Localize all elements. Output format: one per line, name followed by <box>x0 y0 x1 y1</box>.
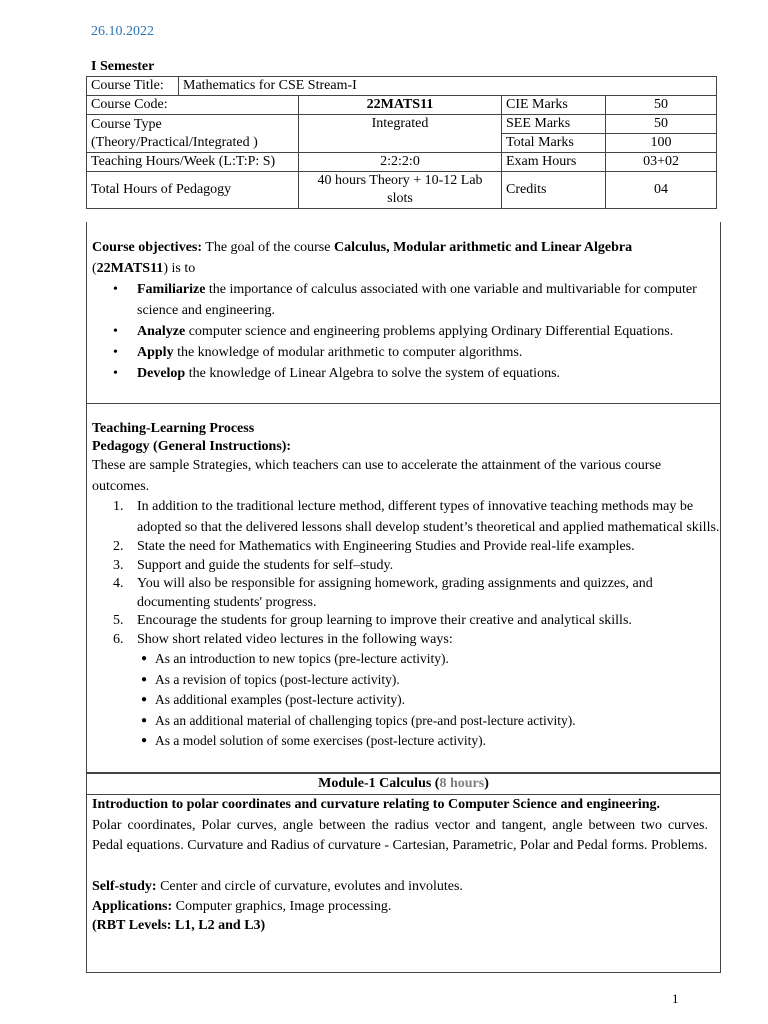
video-item: ● As a model solution of some exercises (post-lecture activity). <box>155 731 720 752</box>
teaching-learning-section <box>86 404 721 773</box>
course-type-label: Course Type (Theory/Practical/Integrated ) <box>87 115 299 153</box>
pedagogy-hours-label: Total Hours of Pedagogy <box>87 172 299 209</box>
video-lecture-list <box>92 649 720 752</box>
objectives-label: Course objectives: <box>92 240 203 255</box>
document-date: 26.10.2022 <box>91 24 154 39</box>
course-title-label: Course Title: <box>87 77 179 96</box>
objectives-code: 22MATS11 <box>96 260 164 276</box>
objectives-code-open: ( <box>92 260 97 276</box>
objectives-intro <box>92 238 720 279</box>
course-code-label: Course Code: <box>87 96 299 115</box>
cie-marks-value: 50 <box>606 96 717 115</box>
video-item: ● As a revision of topics (post-lecture activity). <box>155 670 720 691</box>
pedagogy-hours-value: 40 hours Theory + 10-12 Lab slots <box>299 172 502 209</box>
module-1-section <box>86 773 721 973</box>
video-item: ● As an introduction to new topics (pre-lecture activity). <box>155 649 720 670</box>
total-marks-value: 100 <box>606 134 717 153</box>
module-1-intro-title: Introduction to polar coordinates and curvature relating to Computer Science and engineering. <box>92 797 661 812</box>
exam-hours-label: Exam Hours <box>502 153 606 172</box>
teaching-item: 4. You will also be responsible for assigning homework, grading assignments and quizzes, and documenting students' progress. <box>113 576 653 610</box>
cie-marks-label: CIE Marks <box>502 96 606 115</box>
teaching-item: 6. Show short related video lectures in the following ways: <box>113 631 453 647</box>
exam-hours-value: 03+02 <box>606 153 717 172</box>
page-number: 1 <box>672 991 679 1006</box>
module-1-hours: 8 hours <box>439 776 485 791</box>
objectives-subject: Calculus, Modular arithmetic and Linear Algebra <box>333 240 633 255</box>
module-1-self-study: Self-study: Center and circle of curvature, evolutes and involutes. <box>92 878 463 894</box>
course-objectives-section <box>86 222 721 404</box>
teaching-hours-value: 2:2:2:0 <box>299 153 502 172</box>
video-item: ● As an additional material of challenging topics (pre-and post-lecture activity). <box>155 711 720 732</box>
video-item: ● As additional examples (post-lecture activity). <box>155 690 720 711</box>
teaching-title: Teaching-Learning Process <box>92 421 255 436</box>
pedagogy-subtitle: Pedagogy (General Instructions): <box>92 439 292 454</box>
teaching-item: 2. State the need for Mathematics with Engineering Studies and Provide real-life examples. <box>113 539 635 554</box>
see-marks-label: SEE Marks <box>502 115 606 134</box>
teaching-hours-label: Teaching Hours/Week (L:T:P: S) <box>87 153 299 172</box>
objective-item: • Analyze computer science and engineering problems applying Ordinary Differential Equations. <box>137 321 720 342</box>
objective-item: • Familiarize the importance of calculus associated with one variable and multivariable for computer science and engineering. <box>137 279 720 321</box>
objectives-code-close: ) is to <box>163 260 196 276</box>
teaching-item: 3. Support and guide the students for self–study. <box>113 557 394 573</box>
credits-value: 04 <box>606 172 717 209</box>
semester-heading: I Semester <box>91 59 155 74</box>
teaching-item: 1. In addition to the traditional lecture method, different types of innovative teaching methods may be adopted so that the delivered lessons shall develop student’s theoretical and applied mathematical skills. <box>113 499 720 535</box>
course-title-value: Mathematics for CSE Stream-I <box>179 77 717 96</box>
module-1-heading: Module-1 Calculus (8 hours) <box>87 774 720 795</box>
course-info-table <box>86 76 717 209</box>
course-code-value: 22MATS11 <box>299 96 502 115</box>
objective-item: • Develop the knowledge of Linear Algebra to solve the system of equations. <box>137 363 720 384</box>
credits-label: Credits <box>502 172 606 209</box>
teaching-item: 5. Encourage the students for group learning to improve their creative and analytical skills. <box>113 613 632 628</box>
module-1-rbt-levels: (RBT Levels: L1, L2 and L3) <box>92 918 266 933</box>
total-marks-label: Total Marks <box>502 134 606 153</box>
teaching-intro: These are sample Strategies, which teachers can use to accelerate the attainment of the various course outcomes. <box>92 458 662 494</box>
objectives-intro-text: The goal of the course <box>202 240 334 255</box>
teaching-list <box>92 497 720 649</box>
module-1-applications: Applications: Computer graphics, Image processing. <box>92 899 392 914</box>
course-type-value: Integrated <box>299 115 502 153</box>
see-marks-value: 50 <box>606 115 717 134</box>
module-1-body: Polar coordinates, Polar curves, angle between the radius vector and tangent, angle between two curves. Pedal equations. Curvature and Radius of curvature - Cartesian, Parametric, Polar and Pedal forms. Problems. <box>92 817 708 853</box>
objective-item: • Apply the knowledge of modular arithmetic to computer algorithms. <box>137 342 720 363</box>
objectives-list <box>92 279 720 384</box>
